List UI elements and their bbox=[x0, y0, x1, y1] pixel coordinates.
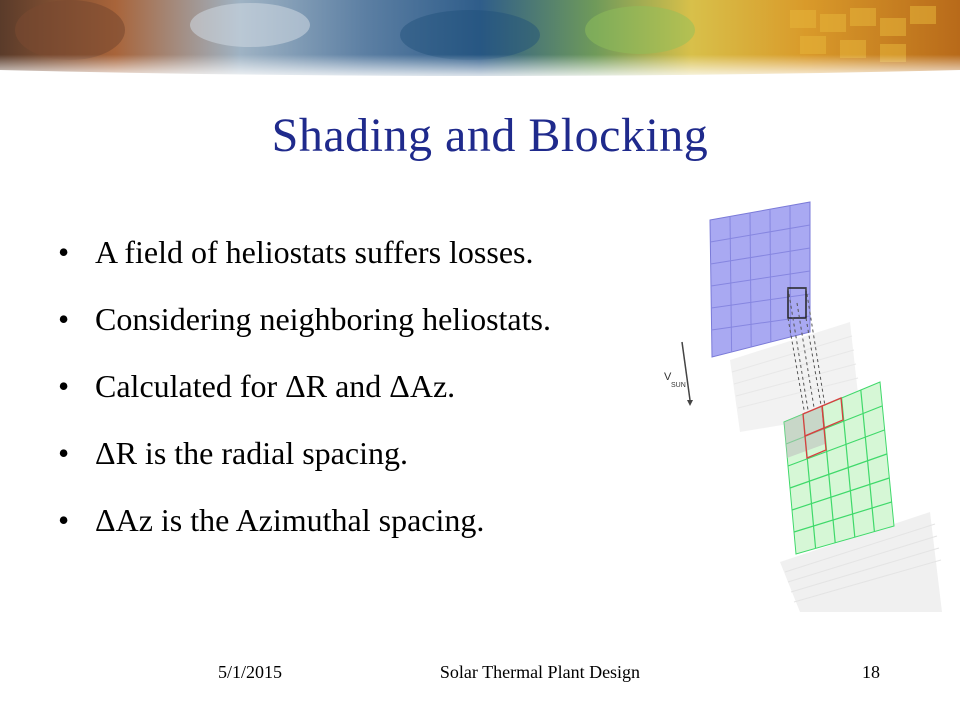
footer-course-title: Solar Thermal Plant Design bbox=[439, 662, 641, 682]
footer-date: 5/1/2015 bbox=[218, 662, 283, 682]
bullet-text: ΔR is the radial spacing. bbox=[95, 435, 408, 471]
bullet-marker: • bbox=[58, 368, 70, 404]
footer-page-number: 18 bbox=[862, 662, 880, 682]
bullet-text: A field of heliostats suffers losses. bbox=[95, 234, 534, 270]
bullet-marker: • bbox=[58, 435, 70, 471]
bullet-item bbox=[58, 367, 551, 405]
bullet-item bbox=[58, 300, 551, 338]
sun-vector-label: V bbox=[664, 371, 672, 383]
bullet-marker: • bbox=[58, 234, 70, 270]
sun-vector-subscript: SUN bbox=[671, 382, 686, 389]
heliostat-shading-diagram bbox=[660, 182, 944, 618]
bullet-list bbox=[58, 233, 551, 568]
bullet-text: Calculated for ΔR and ΔAz. bbox=[95, 368, 456, 404]
upper-heliostat bbox=[710, 202, 810, 357]
bullet-item bbox=[58, 501, 551, 539]
bullet-text: ΔAz is the Azimuthal spacing. bbox=[95, 502, 485, 538]
header-banner-image bbox=[0, 0, 960, 78]
bullet-item bbox=[58, 233, 551, 271]
bullet-text: Considering neighboring heliostats. bbox=[95, 301, 551, 337]
bullet-marker: • bbox=[58, 301, 70, 337]
bullet-marker: • bbox=[58, 502, 70, 538]
sun-vector bbox=[664, 342, 693, 406]
bullet-item bbox=[58, 434, 551, 472]
slide-title: Shading and Blocking bbox=[271, 109, 709, 162]
